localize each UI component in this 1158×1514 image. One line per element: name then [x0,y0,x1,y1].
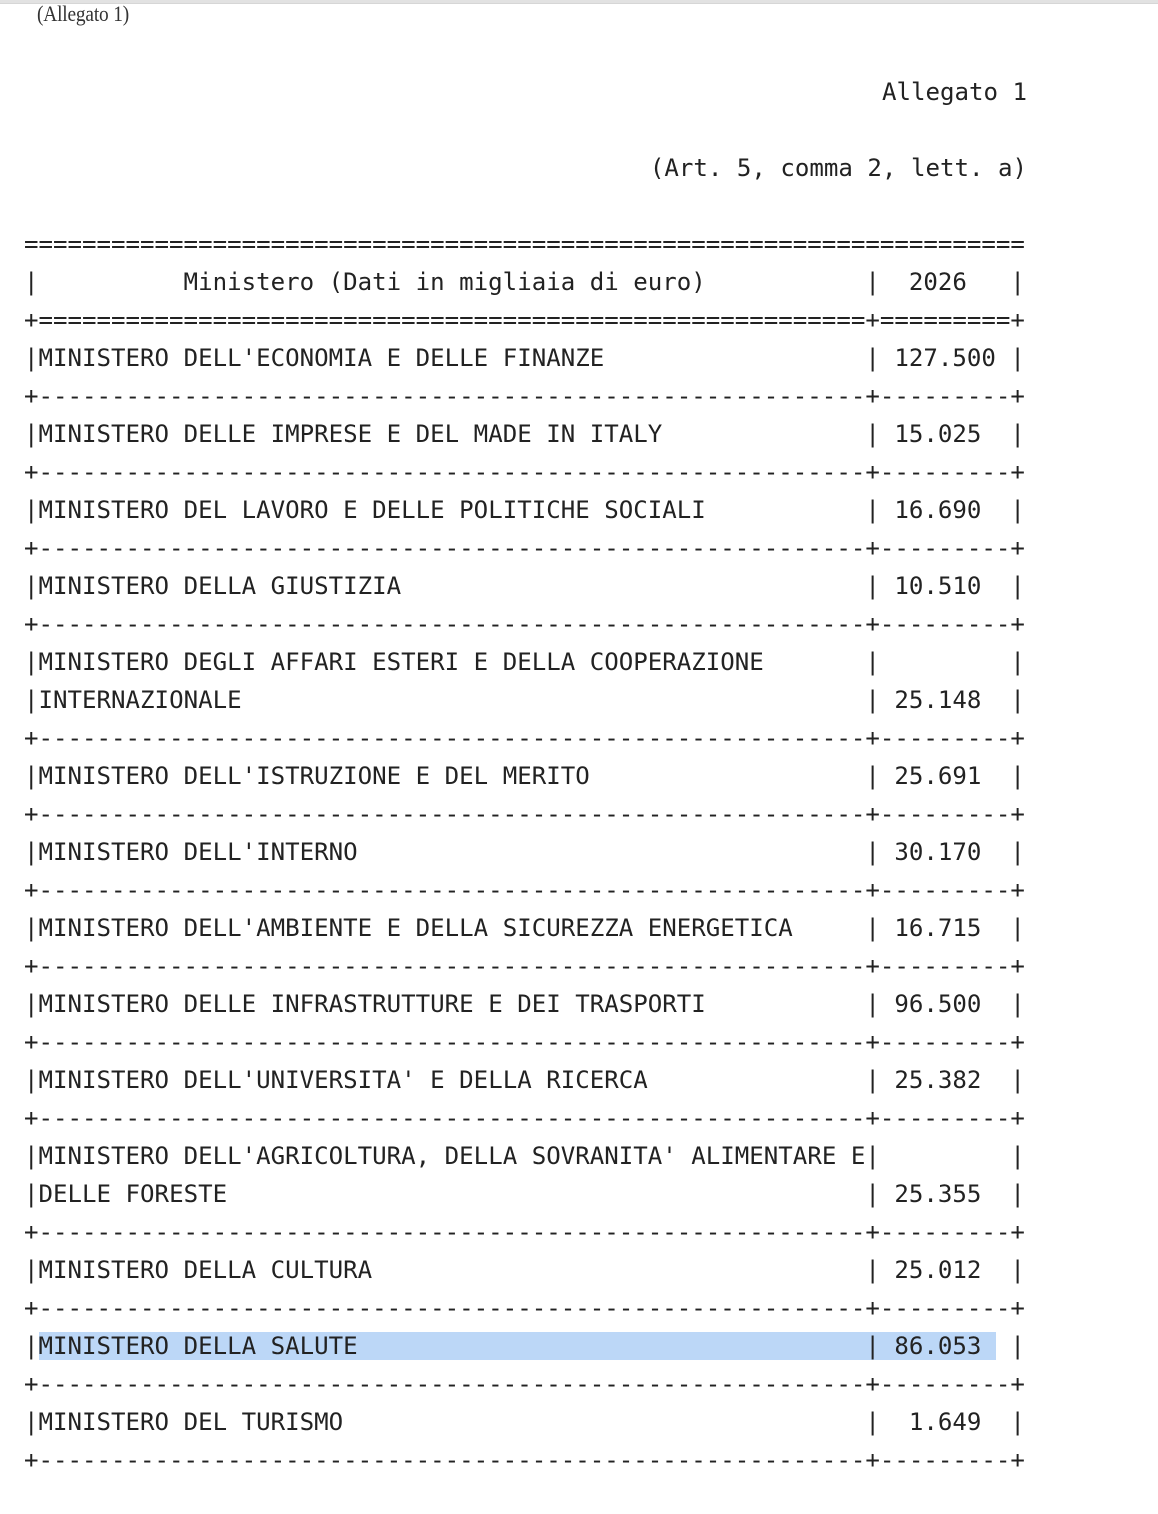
table-row: |MINISTERO DELL'AMBIENTE E DELLA SICUREZZA ENERGETICA | 16.715 | [24,914,1025,942]
top-border [0,0,1158,4]
ministry-row-text: DELLE FORESTE | 25.355 [38,1180,996,1208]
table-row-rule: +---------------------------------------------------------+---------+ [24,724,1025,752]
ministry-row-text: MINISTERO DELL'ISTRUZIONE E DEL MERITO | 25.691 [38,762,996,790]
ministry-row-text: MINISTERO DELL'UNIVERSITA' E DELLA RICERCA | 25.382 [38,1066,996,1094]
ministry-name-line: MINISTERO DEGLI AFFARI ESTERI E DELLA COOPERAZIONE | [38,648,996,676]
table-row: |MINISTERO DELLA CULTURA | 25.012 | [24,1256,1025,1284]
table-row-rule: +---------------------------------------------------------+---------+ [24,1446,1025,1474]
table-header-row: | Ministero (Dati in migliaia di euro) | 2026 | [24,268,1025,296]
annex-document [24,73,1027,1479]
ministry-row-text: INTERNAZIONALE | 25.148 [38,686,996,714]
table-row-rule: +---------------------------------------------------------+---------+ [24,1104,1025,1132]
ministry-row-text: MINISTERO DELLA GIUSTIZIA | 10.510 [38,572,996,600]
table-row: |MINISTERO DELLA SALUTE | 86.053 | [24,1332,1025,1360]
annex-caption: (Allegato 1) [37,1,129,26]
table-row-rule: +---------------------------------------------------------+---------+ [24,382,1025,410]
ministry-row-text: MINISTERO DELLA CULTURA | 25.012 [38,1256,996,1284]
table-row-rule: +---------------------------------------------------------+---------+ [24,534,1025,562]
table-row: |MINISTERO DELL'UNIVERSITA' E DELLA RICERCA | 25.382 | [24,1066,1025,1094]
table-row: |MINISTERO DELLE INFRASTRUTTURE E DEI TRASPORTI | 96.500 | [24,990,1025,1018]
table-top-rule: ===================================================================== [24,230,1025,258]
table-row-rule: +---------------------------------------------------------+---------+ [24,1294,1025,1322]
ministry-row-text: MINISTERO DEL TURISMO | 1.649 [38,1408,996,1436]
table-row: |MINISTERO DEGLI AFFARI ESTERI E DELLA COOPERAZIONE | | [24,648,1025,676]
table-row: |MINISTERO DEL LAVORO E DELLE POLITICHE SOCIALI | 16.690 | [24,496,1025,524]
table-row-rule: +---------------------------------------------------------+---------+ [24,876,1025,904]
table-row: |MINISTERO DELLA GIUSTIZIA | 10.510 | [24,572,1025,600]
table-row-rule: +---------------------------------------------------------+---------+ [24,800,1025,828]
table-row-rule: +---------------------------------------------------------+---------+ [24,458,1025,486]
ministry-row-text: MINISTERO DELLE IMPRESE E DEL MADE IN ITALY | 15.025 [38,420,996,448]
ministry-row-text: MINISTERO DELL'INTERNO | 30.170 [38,838,996,866]
article-reference: (Art. 5, comma 2, lett. a) [649,154,1027,182]
blank-line [24,187,1027,225]
ministry-row-text: MINISTERO DELL'ECONOMIA E DELLE FINANZE | 127.500 [38,344,996,372]
table-row-rule: +---------------------------------------------------------+---------+ [24,1370,1025,1398]
table-row: |MINISTERO DELL'AGRICOLTURA, DELLA SOVRANITA' ALIMENTARE E| | [24,1142,1025,1170]
table-row: |INTERNAZIONALE | 25.148 | [24,686,1025,714]
table-row: |MINISTERO DEL TURISMO | 1.649 | [24,1408,1025,1436]
ministry-name-line: MINISTERO DELL'AGRICOLTURA, DELLA SOVRANITA' ALIMENTARE E| [38,1142,996,1170]
ministry-row-text: MINISTERO DELL'AMBIENTE E DELLA SICUREZZA ENERGETICA | 16.715 [38,914,996,942]
ministry-row-text: MINISTERO DELLE INFRASTRUTTURE E DEI TRASPORTI | 96.500 [38,990,996,1018]
table-header-rule: +=========================================================+=========+ [24,306,1025,334]
table-row-rule: +---------------------------------------------------------+---------+ [24,610,1025,638]
table-row-rule: +---------------------------------------------------------+---------+ [24,952,1025,980]
annex-title: Allegato 1 [881,78,1027,106]
table-row: |MINISTERO DELL'ISTRUZIONE E DEL MERITO | 25.691 | [24,762,1025,790]
ministry-row-text: MINISTERO DEL LAVORO E DELLE POLITICHE SOCIALI | 16.690 [38,496,996,524]
ministry-table [24,225,1027,1479]
table-row-rule: +---------------------------------------------------------+---------+ [24,1218,1025,1246]
table-row: |MINISTERO DELL'INTERNO | 30.170 | [24,838,1025,866]
table-row: |MINISTERO DELL'ECONOMIA E DELLE FINANZE | 127.500 | [24,344,1025,372]
table-row-rule: +---------------------------------------------------------+---------+ [24,1028,1025,1056]
ministry-row-text: MINISTERO DELLA SALUTE | 86.053 [38,1332,996,1360]
table-row: |DELLE FORESTE | 25.355 | [24,1180,1025,1208]
blank-line [24,111,1027,149]
table-row: |MINISTERO DELLE IMPRESE E DEL MADE IN ITALY | 15.025 | [24,420,1025,448]
